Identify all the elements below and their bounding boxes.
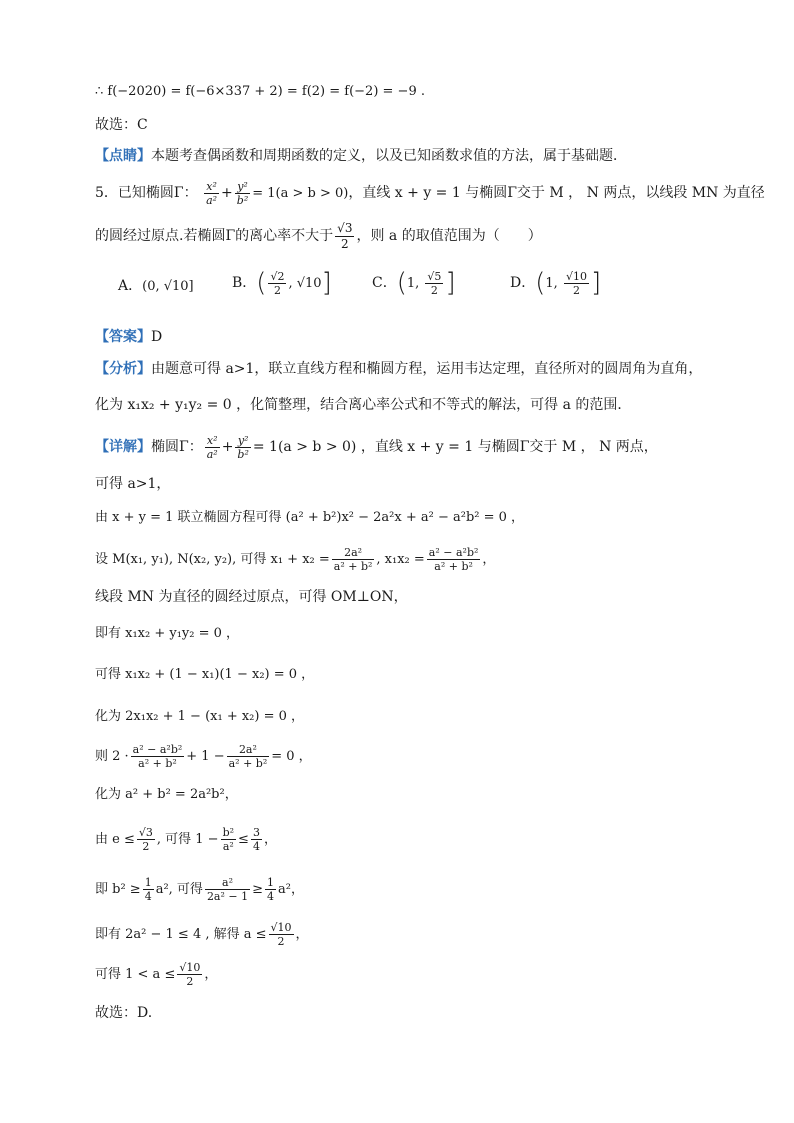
option-a-label: A． [118, 278, 143, 294]
option-c-label: C． [372, 275, 397, 291]
detail-1-prefix: 椭圆Γ： [151, 439, 203, 455]
option-a [118, 275, 194, 295]
answer-value: D [151, 329, 163, 345]
fraction-13: $\frac{√10}{2}$ [270, 921, 292, 948]
fraction-11a: $\frac{√3}{2}$ [138, 826, 153, 853]
question-5-line-2 [95, 219, 542, 253]
open-paren-icon: ( [396, 268, 407, 298]
option-c [372, 268, 456, 298]
fraction-y2-b2: $\frac{\text{y²}}{\text{b²}}$ [237, 433, 249, 461]
fraction-12b: $\frac{\text{a²}}{\text{2a² − 1}}$ [206, 876, 249, 903]
detail-9-prefix: 则 2 · [95, 749, 129, 764]
detail-4-middle: , x₁x₂ = [376, 552, 425, 567]
fraction-14: $\frac{√10}{2}$ [179, 961, 201, 988]
detail-line-8: 化为 2x₁x₂ + 1 − (x₁ + x₂) = 0 ， [95, 709, 305, 724]
detail-line-6: 即有 x₁x₂ + y₁y₂ = 0 ， [95, 626, 240, 641]
open-paren-icon: ( [535, 268, 546, 298]
detail-tag: 【详解】 [95, 439, 151, 455]
choice-line-c: 故选：C [95, 117, 148, 133]
option-a-value: (0, √10] [142, 279, 194, 294]
answer-tag: 【答案】 [95, 329, 151, 345]
fraction-y2-b2: $\frac{\text{y²}}{\text{b²}}$ [236, 179, 249, 207]
option-b [232, 268, 332, 298]
option-b-fraction: $\frac{√2}{2}$ [270, 269, 285, 297]
option-b-tail: , √10 [288, 276, 322, 291]
detail-12-suffix: a²， [278, 882, 304, 897]
fraction-9b: $\frac{\text{2a²}}{\text{a² + b²}}$ [228, 743, 268, 770]
detail-14-suffix: ， [204, 967, 218, 982]
detail-11-middle: , 可得 1 − [156, 832, 219, 847]
detail-line-14 [95, 958, 217, 992]
detail-line-7: 可得 x₁x₂ + (1 − x₁)(1 − x₂) = 0 ， [95, 667, 315, 682]
question-5-line-1: 5．已知椭圆Γ： $\frac{\text{x²}}{\text{a²}}$ + $\frac{\text{y²}}{\text{b²}}$ = 1(a > b > 0)，直线 x + y = 1 与椭圆Γ交于 M ， N 两点，以线段 MN 为直径 [95, 179, 765, 207]
detail-line-11 [95, 823, 277, 857]
analysis-text-1: 由题意可得 a>1，联立直线方程和椭圆方程，运用韦达定理，直径所对的圆周角为直角， [151, 361, 703, 377]
option-c-fraction: $\frac{√5}{2}$ [427, 269, 442, 297]
analysis-line-2: 化为 x₁x₂ + y₁y₂ = 0 ，化简整理，结合离心率公式和不等式的解法，可得 a 的范围． [95, 397, 632, 413]
detail-line-12 [95, 873, 304, 907]
detail-line-9 [95, 740, 312, 774]
fraction-11c: $\frac{3}{4}$ [252, 826, 260, 853]
option-d-head: 1, [545, 276, 562, 291]
question-5-line2-suffix: ，则 a 的取值范围为（ ） [356, 228, 542, 244]
detail-line-15: 故选：D. [95, 1005, 153, 1021]
option-c-head: 1, [406, 276, 424, 291]
detail-11-suffix: ， [263, 832, 277, 847]
question-5-prefix: 5．已知椭圆Γ： [95, 185, 198, 201]
comment-line [95, 146, 627, 166]
analysis-line-1 [95, 359, 702, 379]
fraction-12c: $\frac{1}{4}$ [267, 876, 275, 903]
detail-12-middle: a², 可得 [155, 882, 203, 897]
detail-line-1: 【详解】椭圆Γ： $\frac{\text{x²}}{\text{a²}}$ + $\frac{\text{y²}}{\text{b²}}$ = 1(a > b > 0) ，直线 x + y = 1 与椭圆Γ交于 M ， N 两点， [95, 433, 658, 461]
detail-line-10: 化为 a² + b² = 2a²b²， [95, 787, 238, 802]
detail-line-13 [95, 918, 309, 952]
fraction-sum: $\frac{\text{2a²}}{\text{a² + b²}}$ [333, 546, 373, 573]
detail-11-middle-2: ≤ [238, 832, 249, 847]
fraction-9a: $\frac{\text{a² − a²b²}}{\text{a² + b²}}$ [132, 743, 183, 770]
comment-text: 本题考查偶函数和周期函数的定义，以及已知函数求值的方法，属于基础题． [151, 148, 627, 164]
fraction-x2-a2: $\frac{\text{x²}}{\text{a²}}$ [206, 179, 218, 207]
fraction-12a: $\frac{1}{4}$ [144, 876, 152, 903]
fraction-11b: $\frac{\text{b²}}{\text{a²}}$ [222, 826, 235, 853]
fraction-sqrt3-2: $\frac{√3}{2}$ [337, 220, 353, 251]
solution-line-1: ∴ f(−2020) = f(−6×337 + 2) = f(2) = f(−2) = −9 . [95, 84, 425, 99]
detail-1-suffix: = 1(a > b > 0) ，直线 x + y = 1 与椭圆Γ交于 M ， N 两点， [252, 439, 658, 455]
detail-line-3: 由 x + y = 1 联立椭圆方程可得 (a² + b²)x² − 2a²x + a² − a²b² = 0 ， [95, 510, 525, 525]
detail-14-prefix: 可得 1 < a ≤ [95, 967, 176, 982]
detail-line-5: 线段 MN 为直径的圆经过原点，可得 OM⊥ON， [95, 589, 408, 605]
question-5-line2-prefix: 的圆经过原点.若椭圆Γ的离心率不大于 [95, 228, 334, 244]
analysis-tag: 【分析】 [95, 361, 151, 377]
option-d-label: D． [510, 275, 536, 291]
detail-13-prefix: 即有 2a² − 1 ≤ 4 , 解得 a ≤ [95, 927, 267, 942]
ellipse-condition: = 1(a > b > 0) [252, 186, 349, 201]
detail-4-prefix: 设 M(x₁, y₁), N(x₂, y₂), 可得 x₁ + x₂ = [95, 552, 330, 567]
option-d-fraction: $\frac{√10}{2}$ [565, 269, 587, 297]
close-bracket-icon: ] [445, 268, 456, 298]
detail-line-4 [95, 543, 495, 577]
detail-11-prefix: 由 e ≤ [95, 832, 135, 847]
close-bracket-icon: ] [590, 268, 602, 298]
detail-12-prefix: 即 b² ≥ [95, 882, 141, 897]
detail-12-middle-2: ≥ [252, 882, 264, 897]
detail-4-suffix: ， [482, 552, 496, 567]
answer-line [95, 327, 162, 347]
detail-9-suffix: = 0 ， [271, 749, 312, 764]
option-b-label: B． [232, 275, 257, 291]
detail-13-suffix: ， [295, 927, 309, 942]
comment-tag: 【点睛】 [95, 148, 151, 164]
option-d [510, 268, 601, 298]
detail-line-2: 可得 a>1， [95, 476, 171, 492]
fraction-product: $\frac{\text{a² − a²b²}}{\text{a² + b²}}$ [428, 546, 479, 573]
close-bracket-icon: ] [321, 268, 332, 298]
open-paren-icon: ( [256, 268, 267, 298]
question-5-middle: ，直线 x + y = 1 与椭圆Γ交于 M ， N 两点，以线段 MN 为直径 [348, 185, 765, 201]
fraction-x2-a2: $\frac{\text{x²}}{\text{a²}}$ [206, 433, 218, 461]
detail-9-middle: + 1 − [186, 749, 225, 764]
